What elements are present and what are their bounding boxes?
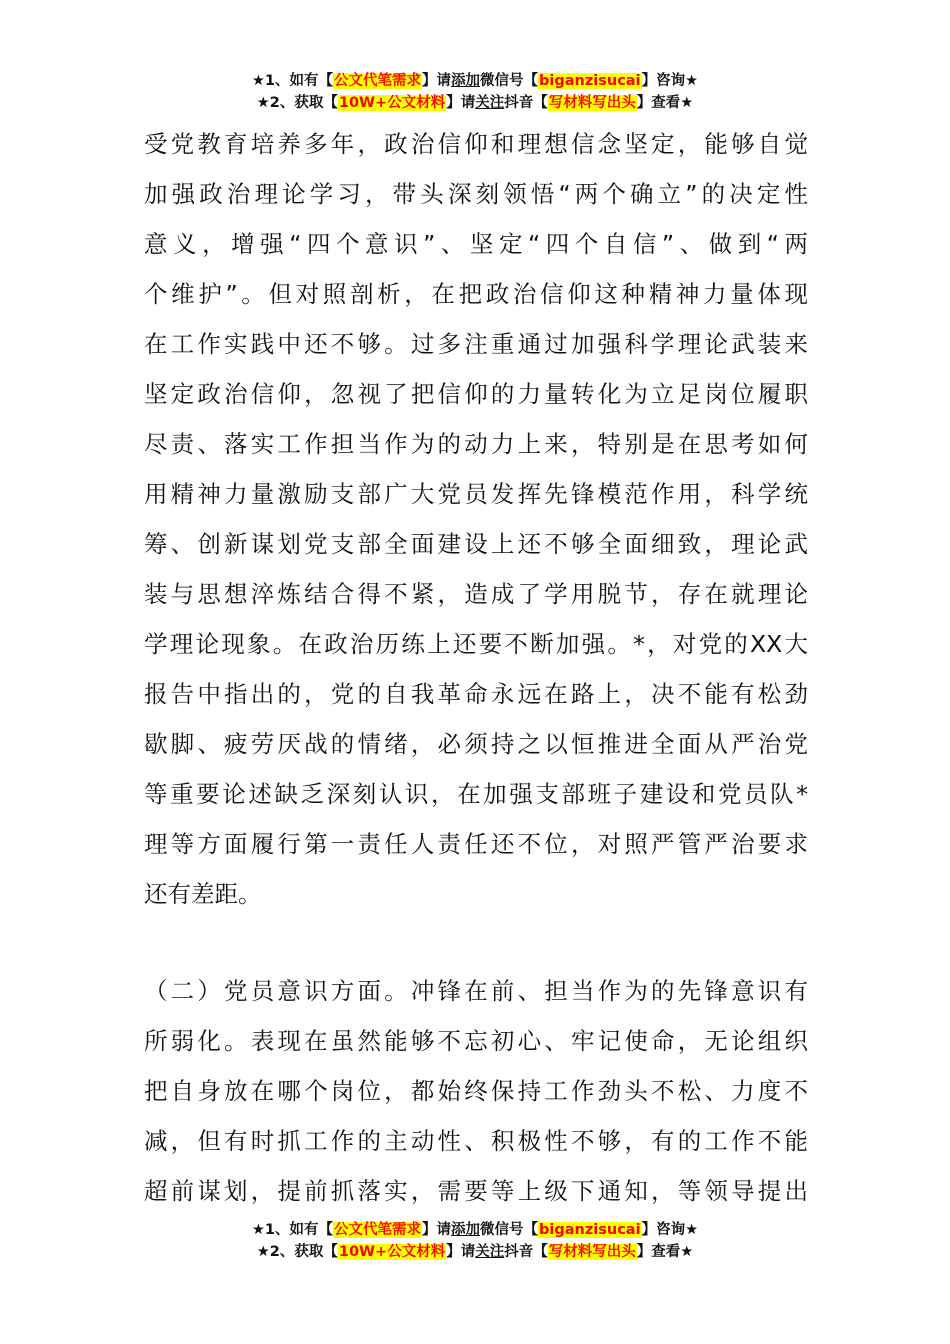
underlined-text: 关注	[475, 95, 505, 111]
text-line: 还有差距。	[144, 880, 262, 908]
highlight-text: 10W+公文材料	[338, 95, 446, 111]
banner-text: 】请	[446, 1244, 476, 1260]
text-line: 歇脚、疲劳厌战的情绪，必须持之以恒推进全面从严治党	[144, 730, 808, 758]
highlight-text: 写材料写出头	[548, 1244, 636, 1260]
text-line: 减，但有时抓工作的主动性、积极性不够，有的工作不能	[144, 1127, 808, 1155]
text-line: 在工作实践中还不够。过多注重通过加强科学理论武装来	[144, 330, 808, 358]
text-line: 所弱化。表现在虽然能够不忘初心、牢记使命，无论组织	[144, 1027, 808, 1055]
highlight-text: 公文代笔需求	[334, 73, 422, 89]
highlight-text: 10W+公文材料	[338, 1244, 446, 1260]
banner-text: 】请	[422, 73, 452, 89]
underlined-text: 添加	[451, 1222, 481, 1238]
text-line: 装与思想淬炼结合得不紧，造成了学用脱节，存在就理论	[144, 580, 808, 608]
underlined-text: 关注	[475, 1244, 505, 1260]
highlight-text: 写材料写出头	[548, 95, 636, 111]
banner-line-1	[0, 1219, 950, 1241]
text-line: 理等方面履行第一责任人责任还不位，对照严管严治要求	[144, 830, 808, 858]
text-line: 受党教育培养多年，政治信仰和理想信念坚定，能够自觉	[144, 130, 808, 158]
banner-text: 】咨询★	[641, 73, 699, 89]
footer-banner	[0, 1219, 950, 1263]
body-paragraph-2	[144, 966, 808, 1216]
banner-text: 】请	[422, 1222, 452, 1238]
text-line: 用精神力量激励支部广大党员发挥先锋模范作用，科学统	[144, 480, 808, 508]
banner-line-1	[0, 70, 950, 92]
text-line: 坚定政治信仰，忽视了把信仰的力量转化为立足岗位履职	[144, 380, 808, 408]
banner-text: 】请	[446, 95, 476, 111]
banner-line-2	[0, 1241, 950, 1263]
text-line: 超前谋划，提前抓落实，需要等上级下通知，等领导提出	[144, 1177, 808, 1205]
text-line: 筹、创新谋划党支部全面建设上还不够全面细致，理论武	[144, 530, 808, 558]
body-paragraph-1	[144, 119, 808, 919]
banner-text: 】查看★	[636, 95, 694, 111]
banner-text: 抖音【	[504, 1244, 548, 1260]
text-line: 把自身放在哪个岗位，都始终保持工作劲头不松、力度不	[144, 1077, 808, 1105]
banner-text: ★1、如有【	[251, 1222, 334, 1238]
banner-text: ★2、获取【	[256, 1244, 338, 1260]
text-line: 个维护”。但对照剖析，在把政治信仰这种精神力量体现	[144, 280, 808, 308]
underlined-text: 添加	[451, 73, 481, 89]
banner-text: ★2、获取【	[256, 95, 338, 111]
banner-text: 微信号【	[480, 73, 539, 89]
header-banner	[0, 70, 950, 114]
text-line: 等重要论述缺乏深刻认识，在加强支部班子建设和党员队*	[144, 780, 808, 808]
banner-text: 】查看★	[636, 1244, 694, 1260]
text-line: 学理论现象。在政治历练上还要不断加强。*，对党的XX大	[144, 630, 808, 658]
banner-text: 】咨询★	[641, 1222, 699, 1238]
text-line: 加强政治理论学习，带头深刻领悟“两个确立”的决定性	[144, 180, 808, 208]
text-line: 报告中指出的，党的自我革命永远在路上，决不能有松劲	[144, 680, 808, 708]
highlight-text: biganzisucai	[539, 1222, 641, 1238]
text-line: 尽责、落实工作担当作为的动力上来，特别是在思考如何	[144, 430, 808, 458]
highlight-text: biganzisucai	[539, 73, 641, 89]
banner-text: 微信号【	[480, 1222, 539, 1238]
text-line: （二）党员意识方面。冲锋在前、担当作为的先锋意识有	[144, 977, 808, 1005]
highlight-text: 公文代笔需求	[334, 1222, 422, 1238]
banner-line-2	[0, 92, 950, 114]
banner-text: 抖音【	[504, 95, 548, 111]
text-line: 意义，增强“四个意识”、坚定“四个自信”、做到“两	[144, 230, 808, 258]
banner-text: ★1、如有【	[251, 73, 334, 89]
